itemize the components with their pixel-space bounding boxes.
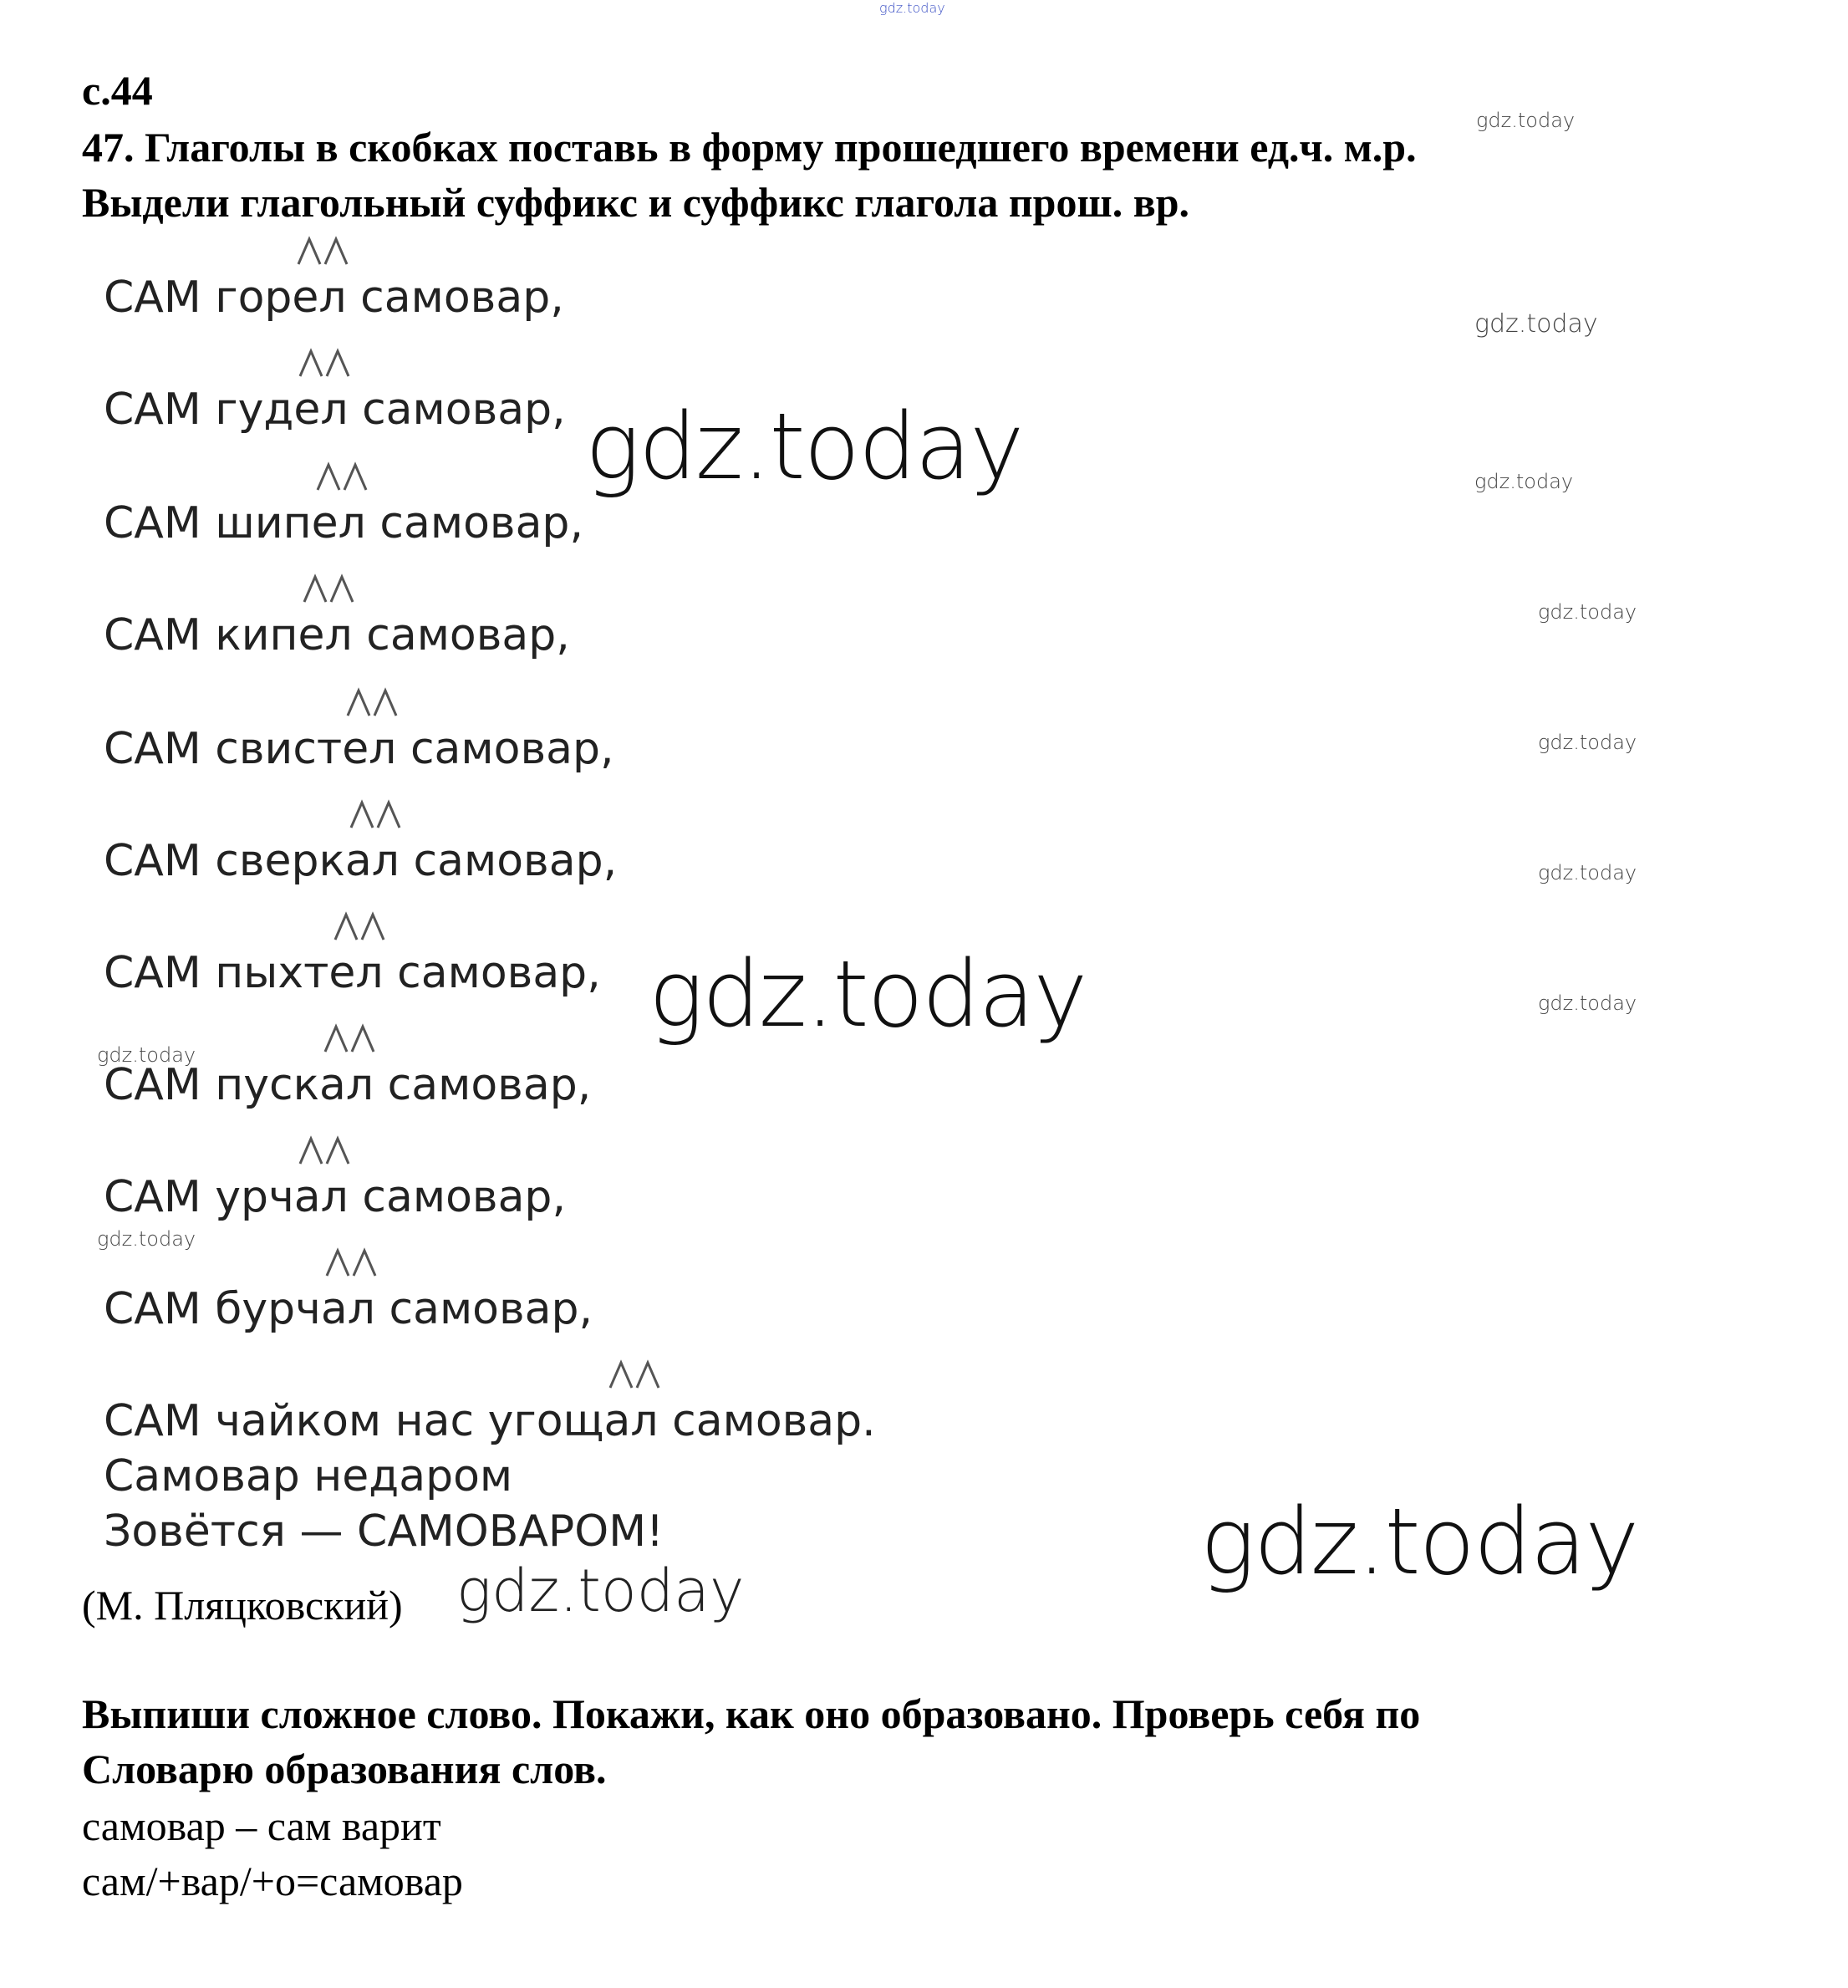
task2-heading — [82, 1687, 1420, 1797]
suffix-mark — [349, 801, 403, 829]
poem-verb: сверкал — [215, 836, 400, 886]
watermark: gdz.today — [97, 1043, 196, 1067]
poem-line: САМ чайком нас угощал самовар. — [104, 1396, 876, 1446]
task-heading-line: 47. Глаголы в скобках поставь в форму прошедшего времени ед.ч. м.р. — [82, 124, 1417, 171]
watermark: gdz.today — [879, 0, 945, 16]
poem-verb: урчал — [215, 1172, 349, 1222]
watermark: gdz.today — [1474, 309, 1598, 339]
poem-line: САМ урчал самовар, — [104, 1172, 566, 1222]
watermark: gdz.today — [1538, 861, 1637, 884]
suffix-mark — [346, 689, 400, 717]
poem-verb: угощал — [488, 1396, 659, 1446]
task-heading — [82, 120, 1417, 231]
poem-line: САМ бурчал самовар, — [104, 1284, 593, 1334]
suffix-mark — [297, 237, 350, 266]
poem-verb: шипел — [215, 498, 366, 548]
poem-verb: гудел — [215, 385, 348, 435]
watermark: gdz.today — [97, 1227, 196, 1251]
task2-answer — [82, 1799, 463, 1909]
watermark: gdz.today — [585, 393, 1023, 500]
suffix-mark — [316, 463, 369, 492]
watermark: gdz.today — [1538, 991, 1637, 1015]
poem-verb: пыхтел — [215, 948, 383, 998]
poem-author: (М. Пляцковский) — [82, 1582, 403, 1629]
poem-ending-line: Зовётся — САМОВАРОМ! — [104, 1506, 664, 1557]
poem-line: САМ шипел самовар, — [104, 498, 583, 548]
watermark: gdz.today — [1476, 109, 1576, 132]
poem-line: САМ гудел самовар, — [104, 385, 566, 435]
poem-verb: свистел — [215, 724, 396, 774]
watermark: gdz.today — [649, 940, 1087, 1048]
poem-verb: пускал — [215, 1060, 374, 1110]
poem-line: САМ свистел самовар, — [104, 724, 614, 774]
suffix-mark — [325, 1249, 379, 1277]
suffix-mark — [608, 1361, 662, 1389]
poem-line: САМ сверкал самовар, — [104, 836, 617, 886]
watermark: gdz.today — [456, 1557, 745, 1625]
task2-heading-line: Выпиши сложное слово. Покажи, как оно образовано. Проверь себя по — [82, 1690, 1421, 1737]
watermark: gdz.today — [1474, 470, 1574, 493]
suffix-mark — [298, 1137, 352, 1165]
suffix-mark — [333, 913, 387, 941]
poem-ending-line: Самовар недаром — [104, 1451, 513, 1501]
watermark: gdz.today — [1538, 731, 1637, 754]
poem-line: САМ пускал самовар, — [104, 1060, 591, 1110]
suffix-mark — [298, 349, 352, 378]
watermark: gdz.today — [1538, 600, 1637, 624]
task-heading-line: Выдели глагольный суффикс и суффикс глагола прош. вр. — [82, 179, 1189, 226]
page-number: с.44 — [82, 67, 153, 114]
poem-line: САМ горел самовар, — [104, 273, 564, 323]
poem-verb: кипел — [215, 610, 352, 660]
answer-line: самовар – сам варит — [82, 1802, 441, 1849]
watermark: gdz.today — [1200, 1488, 1638, 1595]
poem-verb: бурчал — [215, 1284, 375, 1334]
suffix-mark — [323, 1025, 377, 1053]
poem-line: САМ пыхтел самовар, — [104, 948, 601, 998]
poem-verb: горел — [215, 273, 346, 323]
task2-heading-line: Словарю образования слов. — [82, 1746, 607, 1792]
answer-line: сам/+вар/+о=самовар — [82, 1858, 463, 1904]
poem-line: САМ кипел самовар, — [104, 610, 570, 660]
suffix-mark — [303, 575, 356, 604]
